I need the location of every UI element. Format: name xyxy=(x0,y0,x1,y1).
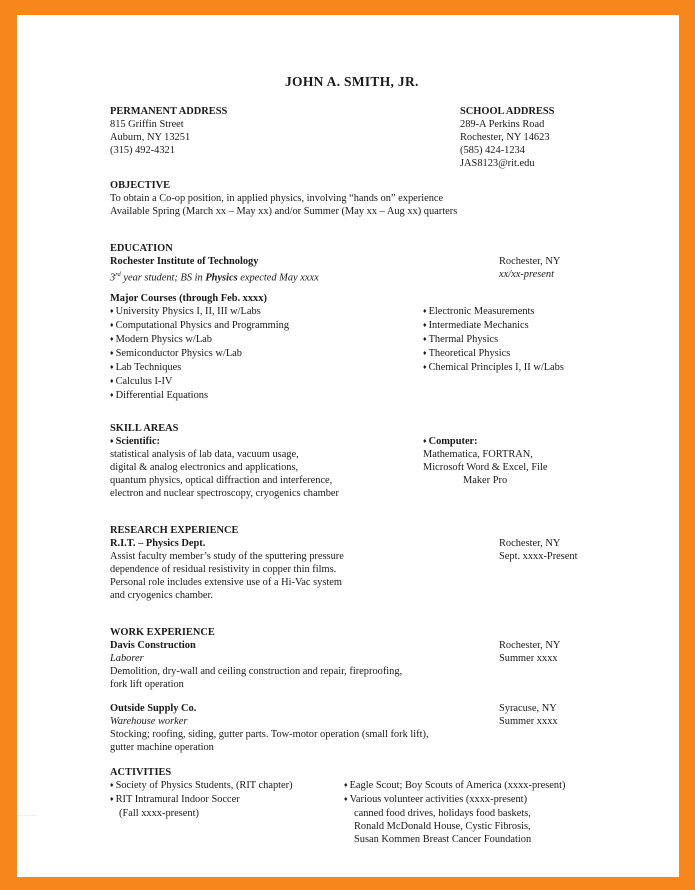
school-address-heading: SCHOOL ADDRESS xyxy=(460,106,555,117)
research-location-dates xyxy=(499,537,578,563)
research-line: Assist faculty member’s study of the sputtering pressure xyxy=(110,551,344,562)
school-address-block xyxy=(460,118,550,170)
activities-heading: ACTIVITIES xyxy=(110,767,172,778)
address-line: Auburn, NY 13251 xyxy=(110,132,191,143)
research-line: and cryogenics chamber. xyxy=(110,590,213,601)
job-line: Demolition, dry-wall and ceiling construction and repair, fireproofing, xyxy=(110,666,403,677)
permanent-address-heading: PERMANENT ADDRESS xyxy=(110,106,228,117)
course-item: ♦ Thermal Physics xyxy=(423,333,564,347)
detail-pre: year student; BS in xyxy=(120,272,206,284)
address-line: 815 Griffin Street xyxy=(110,119,184,130)
course-item: ♦ University Physics I, II, III w/Labs xyxy=(110,305,289,319)
education-detail xyxy=(110,268,319,284)
computer-label: ♦ Computer: xyxy=(423,435,478,449)
research-line: Personal role includes extensive use of a Hi-Vac system xyxy=(110,577,342,588)
work-heading: WORK EXPERIENCE xyxy=(110,627,215,638)
activity-subline: (Fall xxxx-present) xyxy=(119,808,199,819)
education-location: Rochester, NY xyxy=(499,256,561,267)
job-description xyxy=(110,728,429,754)
activities-right-list xyxy=(344,779,565,846)
course-item: ♦ Intermediate Mechanics xyxy=(423,319,564,333)
education-school: Rochester Institute of Technology xyxy=(110,256,259,267)
job-location-dates xyxy=(499,639,560,665)
activity-subline: canned food drives, holidays food baskets, xyxy=(354,808,531,819)
skill-line: Mathematica, FORTRAN, xyxy=(423,449,533,460)
page-fold-mark xyxy=(17,815,37,878)
major-field: Physics xyxy=(205,272,238,284)
phone-line: (585) 424-1234 xyxy=(460,145,525,156)
course-item: ♦ Chemical Principles I, II w/Labs xyxy=(423,361,564,375)
job-line: fork lift operation xyxy=(110,679,184,690)
course-item: ♦ Calculus I-IV xyxy=(110,375,289,389)
skill-line: electron and nuclear spectroscopy, cryogenics chamber xyxy=(110,488,339,499)
job-description xyxy=(110,665,402,691)
research-description xyxy=(110,550,344,602)
skill-line: statistical analysis of lab data, vacuum usage, xyxy=(110,449,299,460)
job-title: Warehouse worker xyxy=(110,716,188,727)
skill-line: quantum physics, optical diffraction and interference, xyxy=(110,475,333,486)
job-title: Laborer xyxy=(110,653,144,664)
activity-subline: Ronald McDonald House, Cystic Fibrosis, xyxy=(354,821,531,832)
year-number: 3 xyxy=(110,272,116,284)
courses-left-list xyxy=(110,305,289,403)
detail-post: expected May xxxx xyxy=(237,272,319,284)
year-suffix: rd xyxy=(115,271,121,278)
objective-line: Available Spring (March xx – May xx) and/or Summer (May xx – Aug xx) quarters xyxy=(110,206,458,217)
research-org: R.I.T. – Physics Dept. xyxy=(110,538,206,549)
course-item: ♦ Computational Physics and Programming xyxy=(110,319,289,333)
activity-subline: Susan Kommen Breast Cancer Foundation xyxy=(354,834,532,845)
activity-item: ♦ Eagle Scout; Boy Scouts of America (xxxx-present) xyxy=(344,779,565,793)
job-location: Rochester, NY xyxy=(499,640,561,651)
education-dates: xx/xx-present xyxy=(499,269,554,280)
skill-line: digital & analog electronics and applications, xyxy=(110,462,299,473)
activities-left-list xyxy=(110,779,293,820)
skills-heading: SKILL AREAS xyxy=(110,423,179,434)
job-location: Syracuse, NY xyxy=(499,703,557,714)
email-link[interactable]: JAS8123@rit.edu xyxy=(460,158,535,169)
courses-heading: Major Courses (through Feb. xxxx) xyxy=(110,293,267,304)
activity-item: ♦ Society of Physics Students, (RIT chapter) xyxy=(110,779,293,793)
objective-line: To obtain a Co-op position, in applied physics, involving “hands on” experience xyxy=(110,193,444,204)
scientific-skills xyxy=(110,448,339,500)
education-heading: EDUCATION xyxy=(110,243,173,254)
course-item: ♦ Differential Equations xyxy=(110,389,289,403)
resume-name: JOHN A. SMITH, JR. xyxy=(285,74,419,89)
job-org: Davis Construction xyxy=(110,640,196,651)
research-line: dependence of residual resistivity in copper thin films. xyxy=(110,564,337,575)
job-org: Outside Supply Co. xyxy=(110,703,197,714)
skill-line: Microsoft Word & Excel, File xyxy=(423,462,548,473)
course-item: ♦ Modern Physics w/Lab xyxy=(110,333,289,347)
address-line: 289-A Perkins Road xyxy=(460,119,545,130)
course-item: ♦ Electronic Measurements xyxy=(423,305,564,319)
job-line: Stocking; roofing, siding, gutter parts. Tow-motor operation (small fork lift), xyxy=(110,729,429,740)
objective-text xyxy=(110,192,457,218)
scientific-label: ♦ Scientific: xyxy=(110,435,160,449)
courses-right-list xyxy=(423,305,564,375)
job-dates: Summer xxxx xyxy=(499,653,558,664)
job-location-dates xyxy=(499,702,558,728)
activity-item: ♦ RIT Intramural Indoor Soccer xyxy=(110,793,293,807)
research-location: Rochester, NY xyxy=(499,538,561,549)
job-line: gutter machine operation xyxy=(110,742,214,753)
resume-page xyxy=(17,15,679,877)
activity-item: ♦ Various volunteer activities (xxxx-present) xyxy=(344,793,565,807)
research-heading: RESEARCH EXPERIENCE xyxy=(110,525,239,536)
address-line: Rochester, NY 14623 xyxy=(460,132,550,143)
course-item: ♦ Lab Techniques xyxy=(110,361,289,375)
research-dates: Sept. xxxx-Present xyxy=(499,551,578,562)
permanent-address-block xyxy=(110,118,190,157)
phone-line: (315) 492-4321 xyxy=(110,145,175,156)
course-item: ♦ Theoretical Physics xyxy=(423,347,564,361)
objective-heading: OBJECTIVE xyxy=(110,180,171,191)
computer-skills xyxy=(423,448,548,487)
job-dates: Summer xxxx xyxy=(499,716,558,727)
skill-line: Maker Pro xyxy=(463,475,508,486)
course-item: ♦ Semiconductor Physics w/Lab xyxy=(110,347,289,361)
